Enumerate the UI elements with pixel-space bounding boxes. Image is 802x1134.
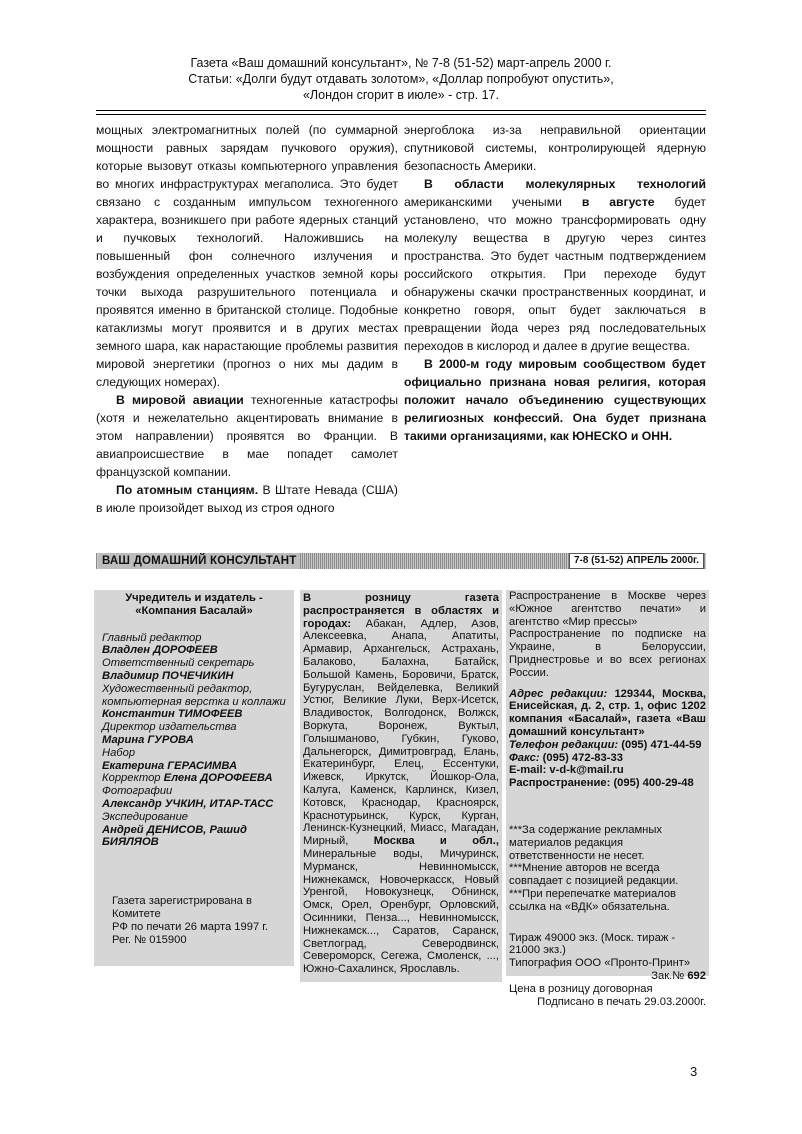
- banner-brand: ВАШ ДОМАШНИЙ КОНСУЛЬТАНТ: [98, 553, 300, 569]
- registration-line: Рег. № 015900: [112, 933, 187, 946]
- address-value: 129344, Москва, Енисейская, д. 2, стр. 1, офис 1202 компания «Басалай», газета «Ваш домашний консультант»: [509, 687, 707, 738]
- distribution-box: [506, 590, 709, 1008]
- retail-lead: В розницу газета распространяется в областях и городах:: [303, 592, 499, 630]
- registration-line: РФ по печати 26 марта 1997 г.: [112, 920, 269, 933]
- role-name: Елена ДОРОФЕЕВА: [163, 772, 273, 785]
- note-reprint: ***При перепечатке материалов ссылка на «ВДК» обязательна.: [509, 887, 676, 913]
- retail-cities: Абакан, Адлер, Азов, Алексеевка, Анапа, Апатиты, Армавир, Архангельск, Астрахань, Балаково, Балахна, Батайск, Большой Камень, Боровичи, Братск, Бугуруслан, Вейделевка, Великий Устюг, Великие Луки, Верх-Исетск, Владивосток, Волгодонск, Волжск, Воркута, Воронеж, Вуктыл, Голышманово, Губкин, Гуково, Дальнегорск, Димитровград, Елань, Екатеринбург, Елец, Ессентуки, Ижевск, Иркутск, Йошкор-Ола, Калуга, Каменск, Карлинск, Кизел, Котовск, Краснодар, Красноярск, Краснотурьинск, Курск, Курган, Ленинск-Кузнецкий, Миасс, Магадан, Мирный,: [303, 617, 499, 848]
- role-name: Андрей ДЕНИСОВ, Рашид БИЯЛЯОВ: [102, 823, 247, 849]
- article-column-left: [96, 121, 398, 517]
- paragraph-text: будет установлено, что можно трансформировать одну молекулу вещества в другую через синтез пространства. Это будет частным подтверждением российского открытия. При переходе будут обнаружены скачки пространственных координат, и конкретно говоря, опыт будет заключаться в превращении йода через ряд последовательных переходов в кислород и далее в другие вещества.: [404, 195, 706, 353]
- circulation: Тираж 49000 экз. (Моск. тираж - 21000 экз.): [509, 931, 676, 957]
- order-number: [509, 970, 706, 983]
- editorial-fax: [509, 752, 706, 765]
- spacer: [509, 790, 706, 824]
- editorial-email: E-mail: v-d-k@mail.ru: [509, 764, 624, 777]
- founder-name: «Компания Басалай»: [135, 604, 253, 617]
- paragraph-text: В Штате Невада (США) в июле произойдет выход из строя одного: [96, 483, 398, 515]
- note-advertising: ***За содержание рекламных материалов редакция ответственности не несет.: [509, 823, 662, 862]
- page-number: 3: [690, 1064, 698, 1079]
- header-line-2: Статьи: «Долги будут отдавать золотом», «Доллар попробуют опустить»,: [188, 72, 614, 86]
- distribution-moscow: Распространение в Москве через «Южное агентство печати» и агентство «Мир прессы»: [509, 590, 706, 628]
- role-label: Директор издательства: [102, 721, 237, 734]
- role-label: Художественный редактор, компьютерная верстка и коллажи: [102, 682, 286, 708]
- article-paragraph: [96, 391, 398, 481]
- role-name: Марина ГУРОВА: [102, 733, 194, 746]
- phone-label: Телефон редакции:: [509, 738, 619, 751]
- role-name: Владимир ПОЧЕЧИКИН: [102, 669, 234, 682]
- spacer: [509, 680, 706, 688]
- address-label: Адрес редакции:: [509, 687, 608, 700]
- header-line-1: Газета «Ваш домашний консультант», № 7-8 (51-52) март-апрель 2000 г.: [190, 56, 612, 70]
- signed-date: Подписано в печать 29.03.2000г.: [537, 995, 706, 1008]
- paragraph-text: американскими учеными: [404, 195, 582, 209]
- paragraph-text: техногенные катастрофы (хотя и нежелательно акцентировать внимание в этом направлении) проявятся во Франции. В авиапроисшествие в мае попадет самолет французской компании.: [96, 393, 398, 479]
- order-label: Зак.№: [651, 969, 688, 982]
- phone-value: (095) 471-44-59: [618, 738, 702, 751]
- article-paragraph: [404, 175, 706, 355]
- distribution-phone: Распространение: (095) 400-29-48: [509, 777, 694, 790]
- registration-line: Газета зарегистрирована в Комитете: [112, 895, 252, 920]
- article-column-right: [404, 121, 706, 445]
- article-paragraph: [96, 481, 398, 517]
- founder-title: Учредитель и издатель -: [125, 592, 263, 604]
- retail-cities-bold: Москва и обл.,: [373, 835, 499, 848]
- article-paragraph: энергоблока из-за неправильной ориентации спутниковой системы, контролирующей ядерную безопасность Америки.: [404, 123, 706, 173]
- role-label: Фотографии: [102, 785, 173, 798]
- paragraph-emphasis: в августе: [581, 195, 655, 209]
- retail-cities: Минеральные воды, Мичуринск, Мурманск, Невинномысск, Нижнекамск, Новочеркасск, Новый Уренгой, Новокузнецк, Обнинск, Омск, Орел, Оренбург, Орловский, Осинники, Пенза..., Невинномысск, Нижнекамск..., Саратов, Саранск, Светлоград, Северодвинск, Североморск, Сегежа, Смоленск, ..., Южно-Сахалинск, Ярославль.: [303, 847, 499, 976]
- paragraph-lead: В области молекулярных технологий: [424, 177, 706, 191]
- fax-value: (095) 472-83-33: [539, 751, 623, 764]
- header-rule-bottom: [96, 114, 706, 115]
- role-name: Константин ТИМОФЕЕВ: [102, 708, 243, 721]
- note-opinion: ***Мнение авторов не всегда совпадает с позицией редакции.: [509, 862, 679, 888]
- article-paragraph-bold: В 2000-м году мировым сообществом будет официально признана новая религия, которая положит начало объединению существующих религиозных конфессий. Она будет признана такими организациями, как ЮНЕСКО и ОНН.: [404, 357, 706, 443]
- editorial-address: [509, 688, 706, 739]
- corrector-line: [102, 772, 286, 785]
- imprint-box: [94, 590, 294, 966]
- newspaper-banner: [96, 553, 706, 569]
- role-name: Екатерина ГЕРАСИМВА: [102, 759, 238, 772]
- retail-price: Цена в розницу договорная: [509, 982, 653, 995]
- role-label: Набор: [102, 746, 136, 759]
- distribution-subscription: Распространение по подписке на Украине, в Белоруссии, Приднестровье и во всех регионах России.: [509, 628, 706, 679]
- banner-issue: 7-8 (51-52) АПРЕЛЬ 2000г.: [569, 553, 704, 569]
- fax-label: Факс:: [509, 751, 540, 764]
- editorial-phone: [509, 739, 706, 752]
- role-name: Владлен ДОРОФЕЕВ: [102, 644, 218, 657]
- role-label: Экспедирование: [102, 810, 189, 823]
- paragraph-lead: В мировой авиации: [116, 393, 244, 407]
- spacer: [102, 849, 286, 895]
- retail-box: [300, 590, 502, 982]
- role-label: Главный редактор: [102, 631, 202, 644]
- role-label: Корректор: [102, 772, 161, 785]
- paragraph-lead: По атомным станциям.: [116, 483, 259, 497]
- header-rule-top: [96, 110, 706, 111]
- spacer: [509, 914, 706, 932]
- printer: Типография ООО «Пронто-Принт»: [509, 957, 691, 970]
- order-value: 692: [687, 969, 706, 982]
- page-header: [96, 55, 706, 103]
- role-name: Александр УЧКИН, ИТАР-ТАСС: [102, 797, 274, 810]
- header-line-3: «Лондон сгорит в июле» - стр. 17.: [302, 88, 499, 102]
- spacer: [102, 618, 286, 632]
- role-label: Ответственный секретарь: [102, 657, 255, 670]
- article-columns: [96, 121, 706, 541]
- article-paragraph: мощных электромагнитных полей (по суммарной мощности равных зарядам пучкового оружия), которые вызовут отказы компьютерного управления во многих инфраструктурах мегаполиса. Это будет связано с созданным импульсом техногенного характера, возникшего при работе ядерных станций и пучковых технологий. Наложившись на повышенный фон солнечного излучения и возбуждения определенных участков земной коры точки выхода разрушительного потенциала и проявятся именно в британской столице. Подобные катаклизмы могут проявится и в других местах земного шара, как нарастающие проблемы развития мировой энергетики (прогноз о них мы дадим в следующих номерах).: [96, 123, 398, 389]
